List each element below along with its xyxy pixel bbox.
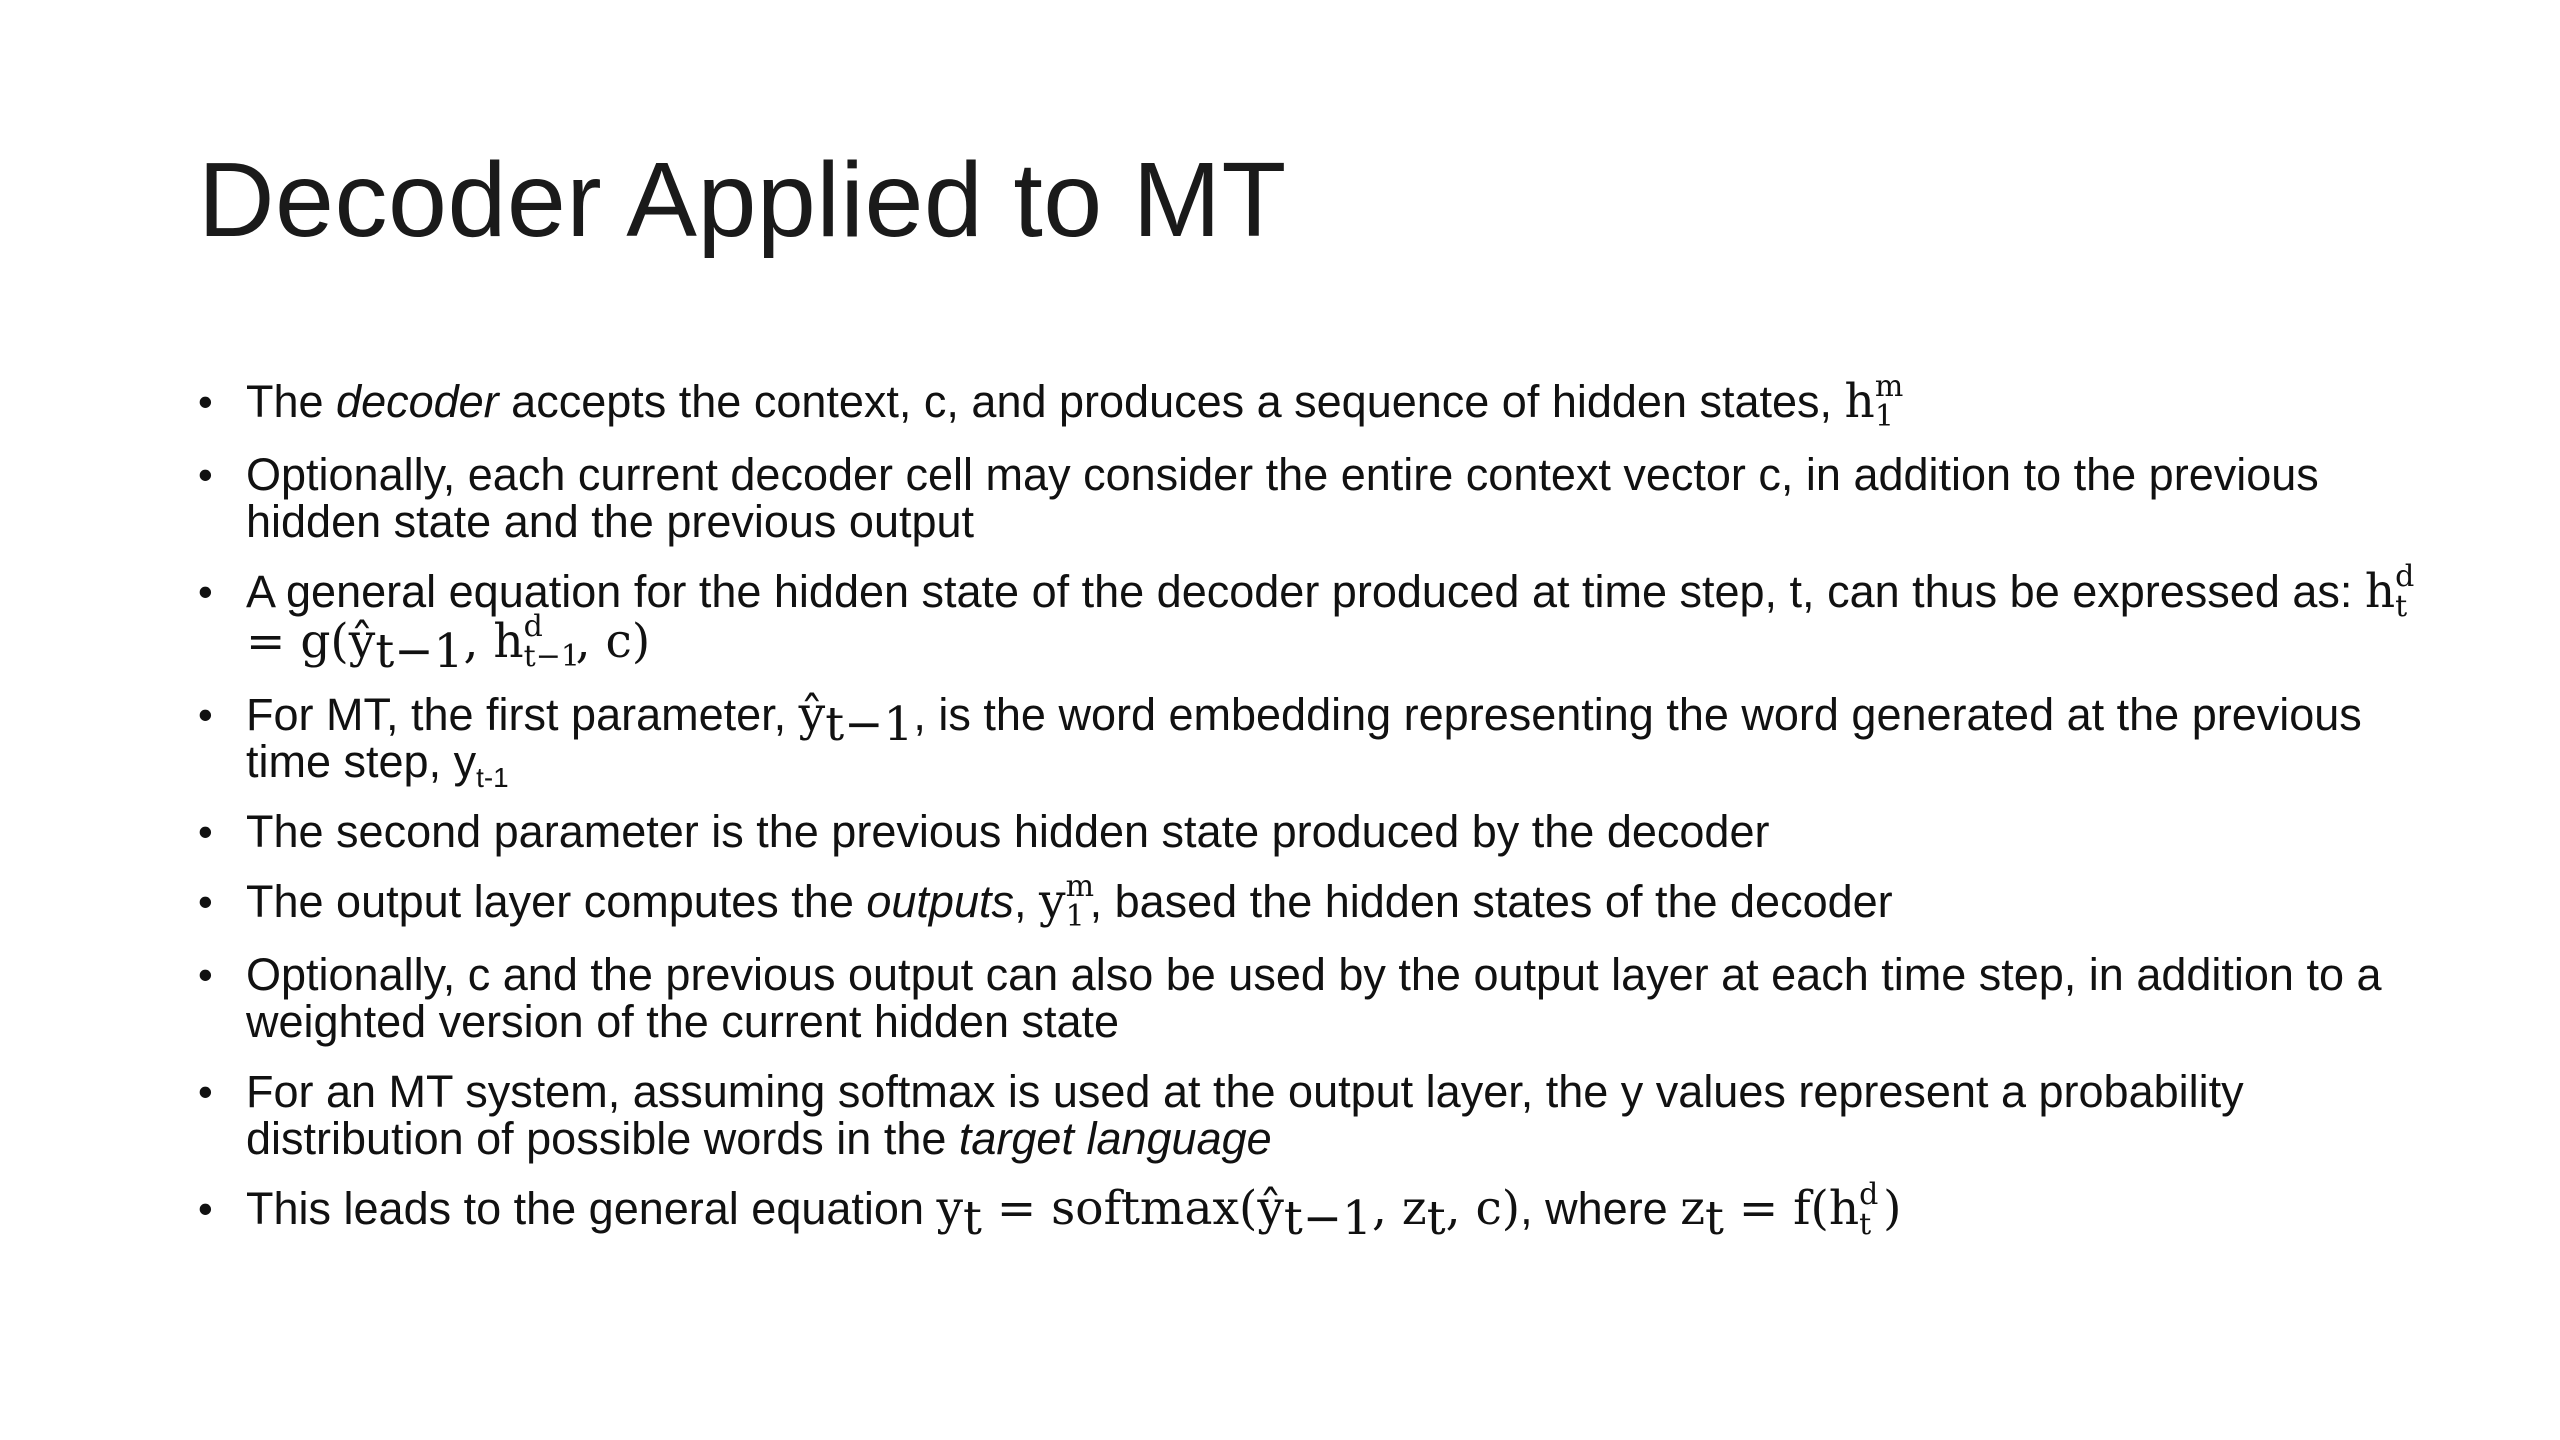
emphasis-decoder: decoder [336, 376, 499, 427]
math-close-paren: ) [1883, 1181, 1902, 1237]
math-comma: , [463, 614, 494, 670]
slide-title: Decoder Applied to MT [198, 141, 1287, 259]
math-h: h [1844, 374, 1875, 429]
bullet-first-parameter [198, 687, 2428, 794]
math-h: h [493, 614, 524, 670]
math-c-close: , c) [1445, 1181, 1521, 1237]
math-yhat: ŷ [798, 687, 826, 743]
bullet-text: , is the word embedding representing the word generated at the previous time step, y [246, 689, 2362, 788]
emphasis-target-language: target language [958, 1113, 1272, 1165]
math-z: z [1680, 1181, 1705, 1237]
math-y: y [1039, 874, 1066, 930]
math-supsub: m 1 [1874, 369, 1904, 435]
math-f-h: = f(h [1723, 1181, 1860, 1237]
bullet-text: , based the hidden states of the decoder [1089, 876, 1893, 928]
text-sub: t-1 [476, 762, 509, 794]
math-sub: t−1 [1283, 1191, 1373, 1247]
math-supsub: m 1 [1065, 869, 1095, 935]
bullet-text: Optionally, c and the previous output can also be used by the output layer at each time step, in addition to a weighted version of the current hidden state [246, 949, 2382, 1048]
bullet-text: This leads to the general equation [246, 1183, 937, 1235]
bullet-text: For an MT system, assuming softmax is used at the output layer, the y values represent a probability distribution of possible words in the [246, 1066, 2244, 1165]
bullet-decoder-accepts-context [198, 369, 2428, 435]
math-yhat: ŷ [348, 614, 376, 670]
bullet-text: , [1013, 876, 1039, 928]
math-equals-g: = g( [246, 614, 349, 670]
bullet-text: For MT, the first parameter, [246, 689, 799, 741]
math-sub: t−1 [825, 697, 914, 753]
bullet-text: The [246, 376, 337, 427]
math-c-close: , c) [575, 614, 651, 670]
math-sub: t [963, 1191, 982, 1247]
math-supsub: d t [1859, 1176, 1879, 1242]
bullet-text: accepts the context, c, and produces a sequence of hidden states, [498, 376, 1845, 427]
math-sub: t−1 [375, 624, 464, 680]
bullet-text: , where [1520, 1183, 1681, 1235]
math-sub: t [1704, 1191, 1724, 1247]
math-sub: t [1426, 1191, 1446, 1247]
math-z: , z [1372, 1181, 1427, 1237]
math-supsub: d t−1 [523, 609, 580, 675]
bullet-optional-output-layer [198, 949, 2428, 1048]
bullet-text: The second parameter is the previous hidden state produced by the decoder [246, 806, 1770, 858]
bullet-general-equation-hidden-state [198, 559, 2428, 680]
bullet-optional-context [198, 449, 2428, 548]
math-y: y [936, 1181, 964, 1237]
math-softmax: = softmax( [981, 1181, 1258, 1237]
emphasis-outputs: outputs [866, 876, 1014, 928]
bullet-softmax-distribution [198, 1066, 2428, 1165]
bullet-text: A general equation for the hidden state of the decoder produced at time step, t, can thus be expressed as: [246, 566, 2365, 618]
math-h: h [2364, 564, 2396, 620]
bullet-second-parameter [198, 806, 2428, 858]
bullet-general-equation-output [198, 1176, 2428, 1247]
math-supsub: d t [2395, 559, 2415, 625]
bullet-output-layer [198, 869, 2428, 935]
bullet-text: The output layer computes the [246, 876, 867, 928]
bullet-text: Optionally, each current decoder cell may consider the entire context vector c, in addition to the previous hidden state and the previous output [246, 449, 2319, 548]
bullet-list [198, 369, 2428, 1259]
math-yhat: ŷ [1257, 1181, 1284, 1237]
